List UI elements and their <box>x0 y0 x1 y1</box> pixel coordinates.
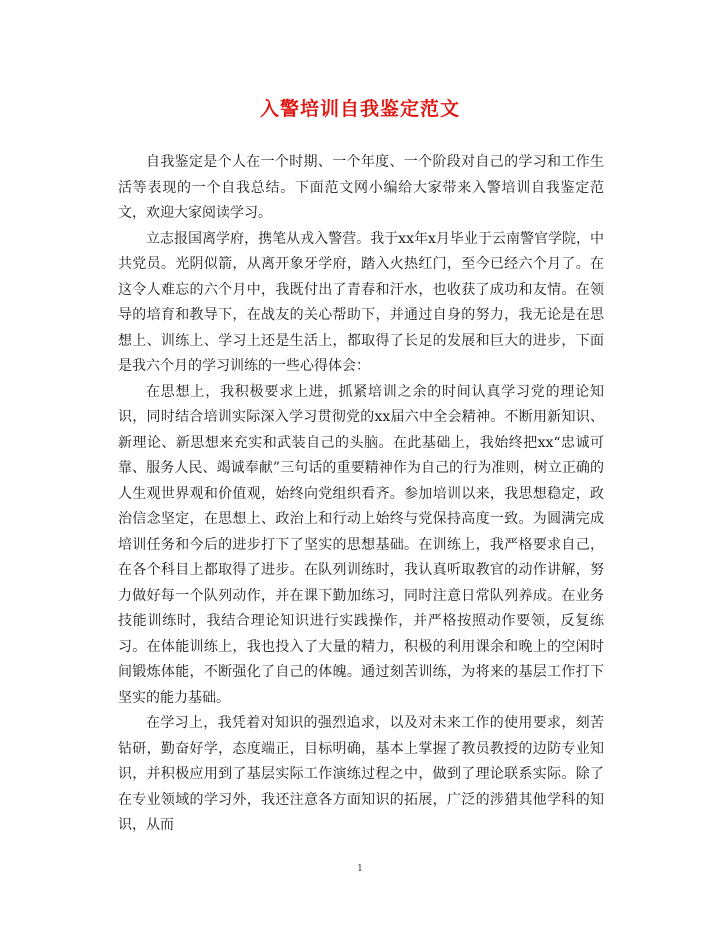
document-body <box>118 150 604 839</box>
paragraph-study: 在学习上，我凭着对知识的强烈追求，以及对未来工作的使用要求，刻苦钻研，勤奋好学，态度端正，目标明确，基本上掌握了教员教授的边防专业知识，并积极应用到了基层实际工作演练过程之中，做到了理论联系实际。除了在专业领域的学习外，我还注意各方面知识的拓展，广泛的涉猎其他学科的知识，从而 <box>118 715 604 833</box>
paragraph-background: 立志报国离学府，携笔从戎入警营。我于xx年x月毕业于云南警官学院，中共党员。光阴似箭，从离开象牙学府，踏入火热红门，至今已经六个月了。在这令人难忘的六个月中，我既付出了青春和汗水，也收获了成功和友情。在领导的培育和教导下，在战友的关心帮助下，并通过自身的努力，我无论是在思想上、训练上、学习上还是生活上，都取得了长足的发展和巨大的进步，下面是我六个月的学习训练的一些心得体会： <box>118 230 604 374</box>
paragraph-intro: 自我鉴定是个人在一个时期、一个年度、一个阶段对自己的学习和工作生活等表现的一个自我总结。下面范文网小编给大家带来入警培训自我鉴定范文，欢迎大家阅读学习。 <box>118 154 604 221</box>
paragraph-thought-training: 在思想上，我积极要求上进，抓紧培训之余的时间认真学习党的理论知识，同时结合培训实际深入学习贯彻党的xx届六中全会精神。不断用新知识、新理论、新思想来充实和武装自己的头脑。在此基础上，我始终把xx“忠诚可靠、服务人民、竭诚奉献”三句话的重要精神作为自己的行为准则，树立正确的人生观世界观和价值观，始终向党组织看齐。参加培训以来，我思想稳定，政治信念坚定，在思想上、政治上和行动上始终与党保持高度一致。为圆满完成培训任务和今后的进步打下了坚实的思想基础。在训练上，我严格要求自己，在各个科目上都取得了进步。在队列训练时，我认真听取教官的动作讲解，努力做好每一个队列动作，并在课下勤加练习，同时注意日常队列养成。在业务技能训练时，我结合理论知识进行实践操作，并严格按照动作要领，反复练习。在体能训练上，我也投入了大量的精力，积极的利用课余和晚上的空闲时间锻炼体能，不断强化了自己的体魄。通过刻苦训练，为将来的基层工作打下坚实的能力基础。 <box>118 383 604 706</box>
document-title: 入警培训自我鉴定范文 <box>259 98 460 120</box>
page-number: 1 <box>357 864 363 874</box>
